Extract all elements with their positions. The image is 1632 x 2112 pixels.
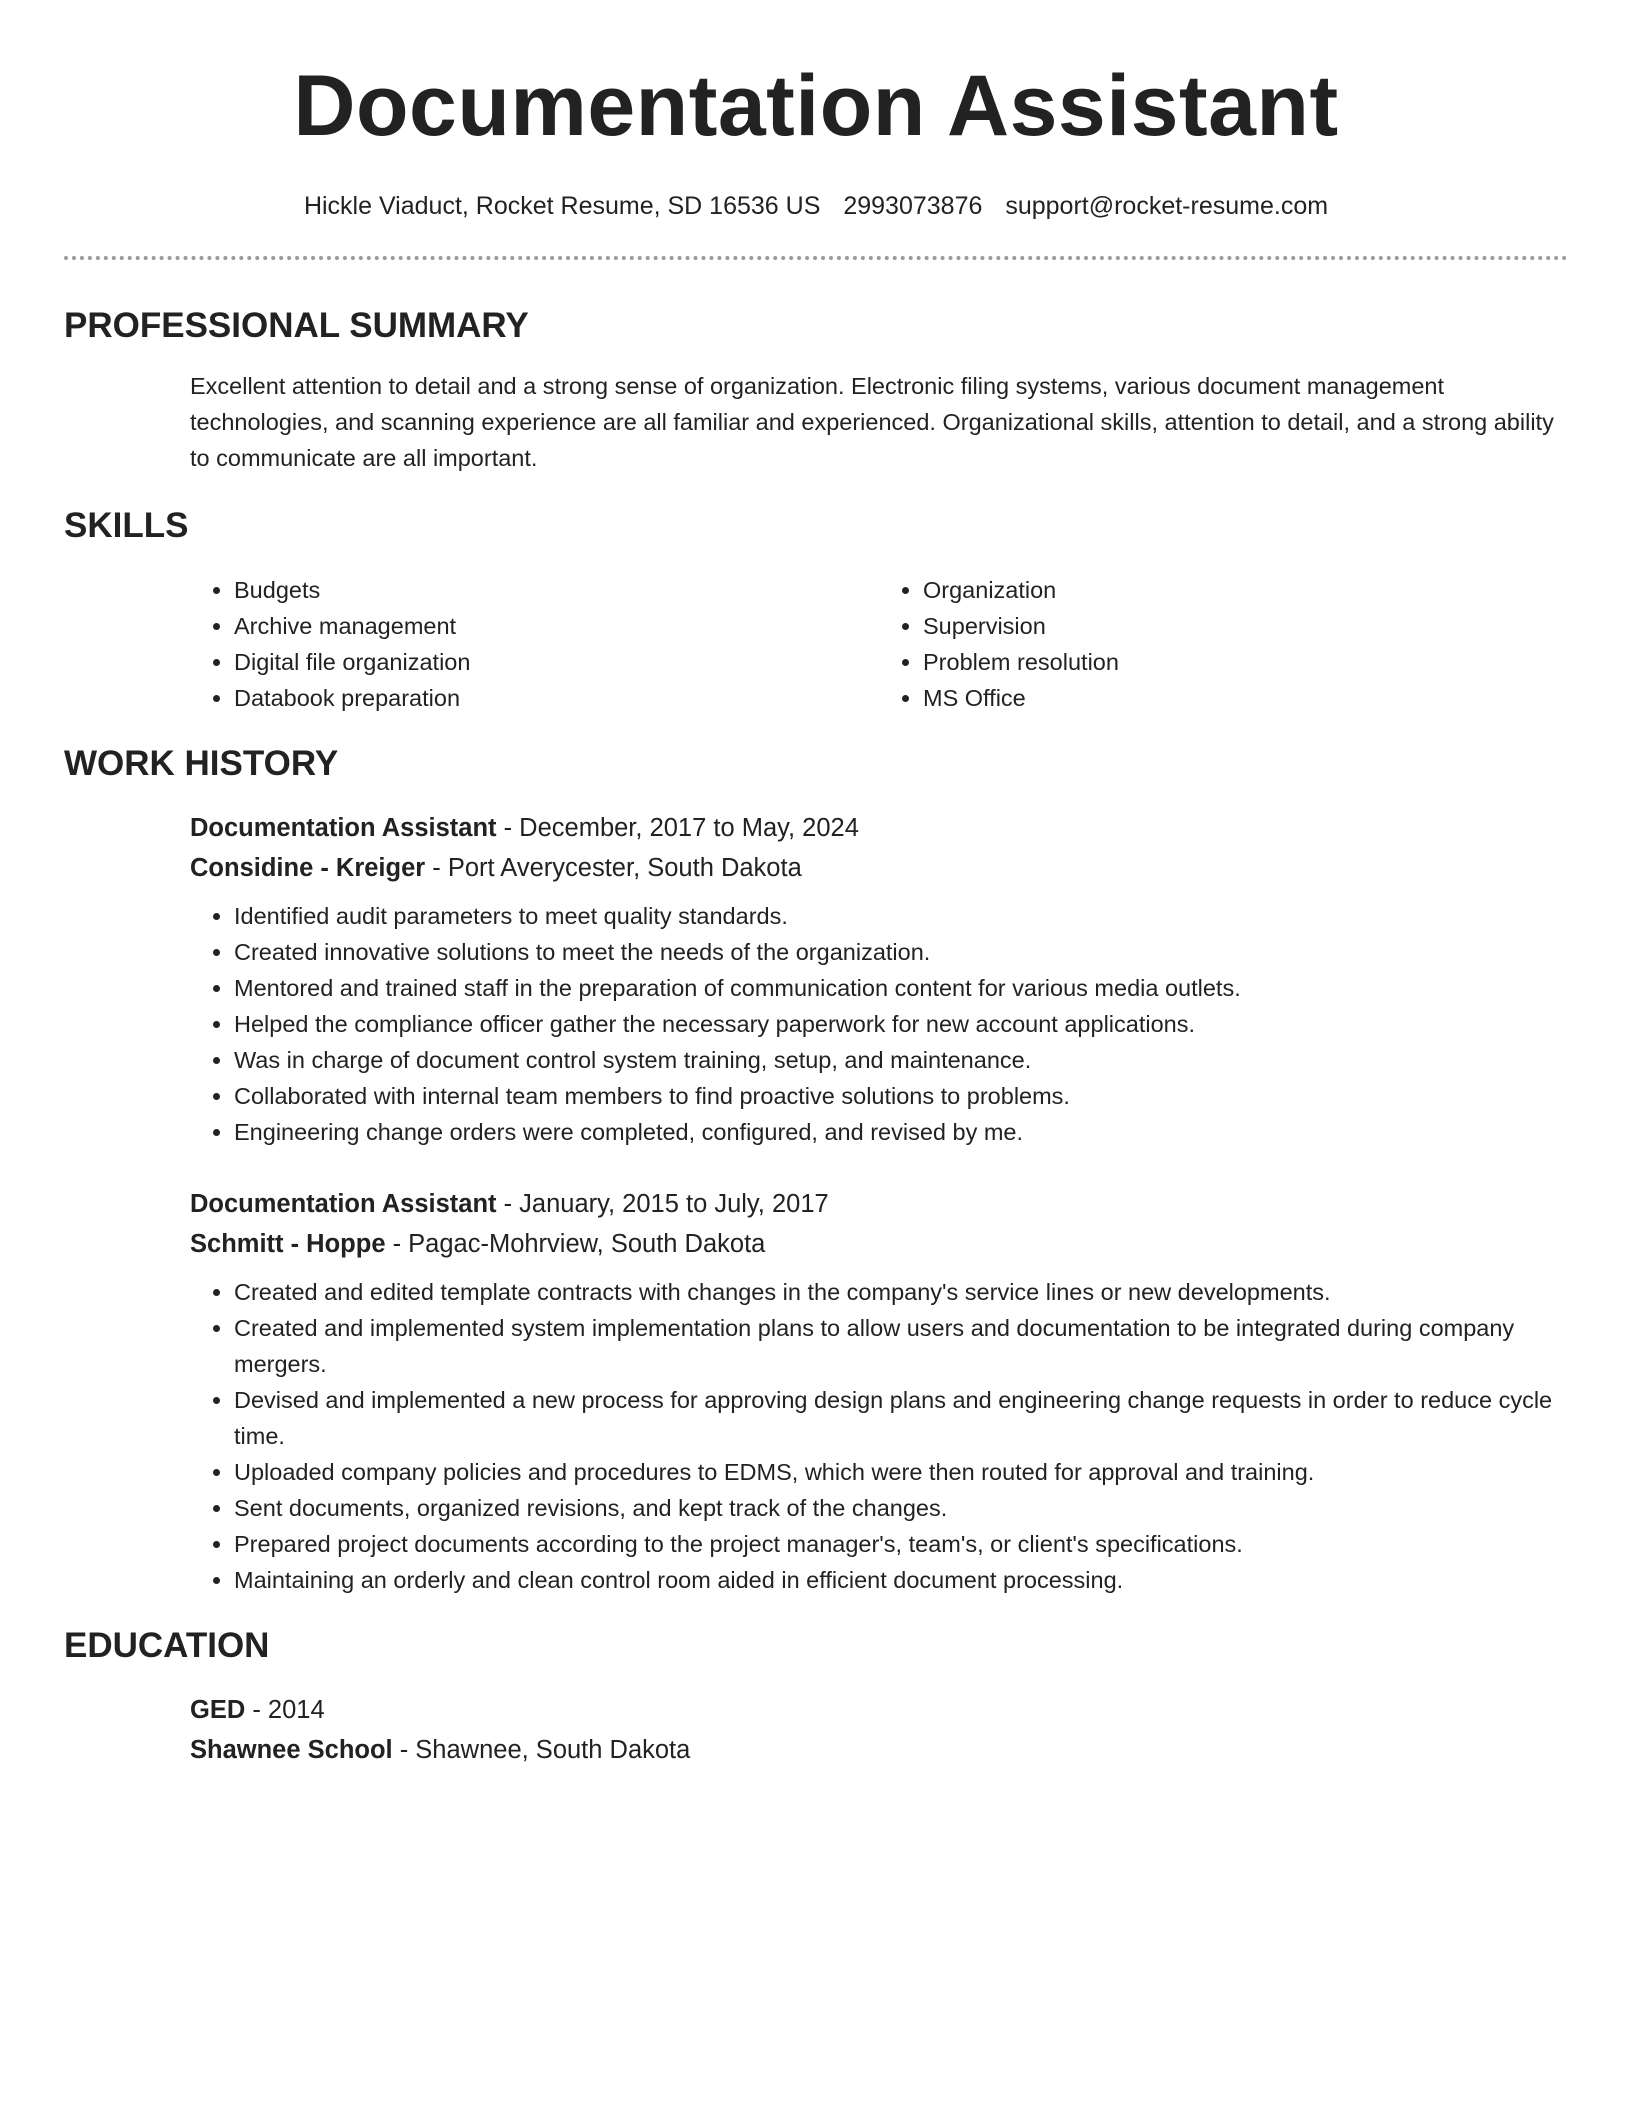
job-entry [190,808,1568,1150]
job-bullet: • Uploaded company policies and procedures to EDMS, which were then routed for approval and training. [234,1454,1568,1490]
degree-line [190,1690,1568,1730]
header-divider [64,256,1568,260]
job-entry [190,1184,1568,1598]
summary-heading: PROFESSIONAL SUMMARY [64,306,529,345]
skills-column-left [190,572,879,716]
skill-item: • Budgets [234,572,879,608]
job-bullet: • Created and implemented system implementation plans to allow users and documentation to be integrated during company mergers. [234,1310,1568,1382]
contact-address: Hickle Viaduct, Rocket Resume, SD 16536 US [303,192,821,220]
job-bullet: • Devised and implemented a new process for approving design plans and engineering change requests in order to reduce cycle time. [234,1382,1568,1454]
job-location: - Port Averycester, South Dakota [425,854,802,882]
skills-section [64,504,1568,716]
job-title-line [190,1184,1568,1224]
skill-item: • Databook preparation [234,680,879,716]
degree-year: - 2014 [245,1696,325,1724]
job-bullets [190,898,1568,1150]
work-history-heading: WORK HISTORY [64,744,339,783]
education-section [64,1624,1568,1770]
education-heading: EDUCATION [64,1626,270,1665]
job-bullet: • Mentored and trained staff in the preparation of communication content for various media outlets. [234,970,1568,1006]
job-bullet: • Created and edited template contracts with changes in the company's service lines or new developments. [234,1274,1568,1310]
job-bullet: • Was in charge of document control system training, setup, and maintenance. [234,1042,1568,1078]
contact-line [64,190,1568,222]
school-line [190,1730,1568,1770]
job-bullet: • Created innovative solutions to meet the needs of the organization. [234,934,1568,970]
job-bullet: • Helped the compliance officer gather the necessary paperwork for new account applications. [234,1006,1568,1042]
skill-item: • Organization [923,572,1568,608]
contact-phone: 2993073876 [843,192,983,220]
degree: GED [190,1696,246,1724]
job-title-line [190,808,1568,848]
job-dates: - December, 2017 to May, 2024 [496,814,859,842]
summary-section [64,304,1568,476]
resume-header [64,0,1568,222]
job-bullet: • Engineering change orders were completed, configured, and revised by me. [234,1114,1568,1150]
skill-item: • Archive management [234,608,879,644]
summary-text: Excellent attention to detail and a strong sense of organization. Electronic filing systems, various document management technologies, and scanning experience are all familiar and experienced. Organizational skills, attention to detail, and a strong ability to communicate are all important. [190,373,1554,471]
skills-column-right [879,572,1568,716]
work-history-section [64,742,1568,1598]
skill-item: • Problem resolution [923,644,1568,680]
skill-item: • Supervision [923,608,1568,644]
skills-grid [190,572,1568,716]
skills-heading: SKILLS [64,506,189,545]
job-bullet: • Sent documents, organized revisions, and kept track of the changes. [234,1490,1568,1526]
job-bullet: • Maintaining an orderly and clean control room aided in efficient document processing. [234,1562,1568,1598]
job-company: Considine - Kreiger [190,854,426,882]
job-bullet: • Identified audit parameters to meet quality standards. [234,898,1568,934]
job-role: Documentation Assistant [190,814,497,842]
skill-item: • Digital file organization [234,644,879,680]
contact-email: support@rocket-resume.com [1005,192,1329,220]
job-bullets [190,1274,1568,1598]
job-location: - Pagac-Mohrview, South Dakota [385,1230,766,1258]
job-company: Schmitt - Hoppe [190,1230,386,1258]
candidate-name: Documentation Assistant [293,58,1339,154]
school-name: Shawnee School [190,1736,393,1764]
job-dates: - January, 2015 to July, 2017 [496,1190,829,1218]
skill-item: • MS Office [923,680,1568,716]
job-company-line [190,848,1568,888]
job-role: Documentation Assistant [190,1190,497,1218]
job-company-line [190,1224,1568,1264]
education-entry [190,1690,1568,1770]
job-bullet: • Collaborated with internal team members to find proactive solutions to problems. [234,1078,1568,1114]
job-bullet: • Prepared project documents according to the project manager's, team's, or client's specifications. [234,1526,1568,1562]
school-location: - Shawnee, South Dakota [392,1736,691,1764]
